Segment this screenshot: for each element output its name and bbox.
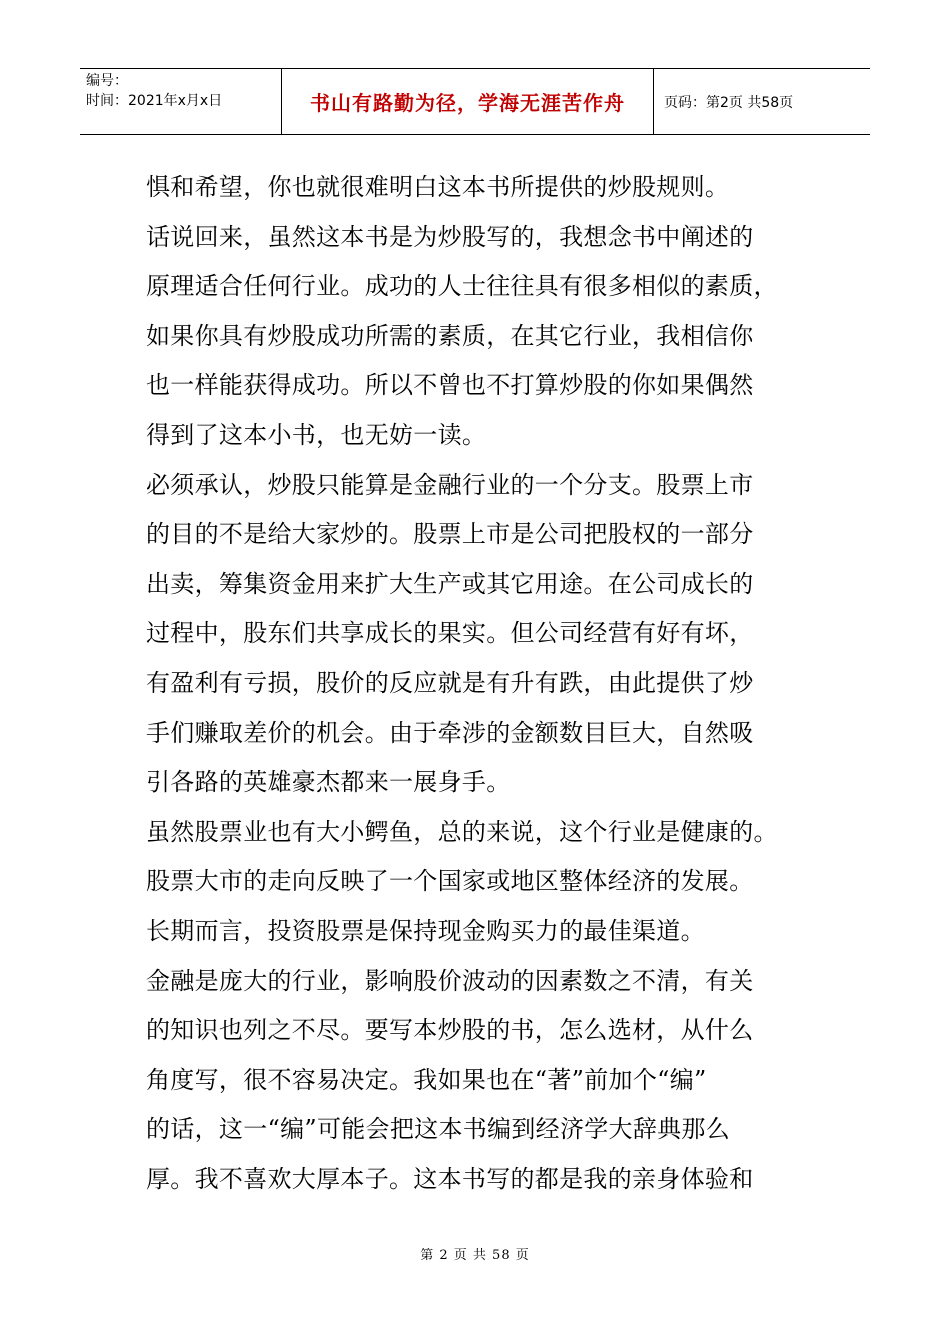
body-line: 过程中，股东们共享成长的果实。但公司经营有好有坏， [146,619,754,648]
header-meta-cell [80,69,282,134]
body-line: 惧和希望，你也就很难明白这本书所提供的炒股规则。 [146,173,730,201]
body-line: 也一样能获得成功。所以不曾也不打算炒股的你如果偶然 [146,371,754,400]
page-header [80,68,870,135]
body-line: 必须承认，炒股只能算是金融行业的一个分支。股票上市 [146,470,754,499]
body-line: 的话，这一“编”可能会把这本书编到经济学大辞典那么 [146,1115,731,1144]
body-line: 有盈利有亏损，股价的反应就是有升有跌，由此提供了炒 [146,668,754,697]
header-page-info: 页码：第2页 共58页 [664,94,794,111]
body-line: 虽然股票业也有大小鳄鱼，总的来说，这个行业是健康的。 [146,817,778,846]
body-line: 厚。我不喜欢大厚本子。这本书写的都是我的亲身体验和 [146,1164,754,1193]
body-line: 金融是庞大的行业，影响股价波动的因素数之不清，有关 [146,966,754,995]
document-body [146,163,806,1204]
page-footer: 第 2 页 共 58 页 [420,1248,530,1263]
header-motto: 书山有路勤为径，学海无涯苦作舟 [282,69,654,134]
body-line: 长期而言，投资股票是保持现金购买力的最佳渠道。 [146,916,705,945]
body-line: 角度写，很不容易决定。我如果也在“著”前加个“编” [146,1065,707,1094]
body-line: 手们赚取差价的机会。由于牵涉的金额数目巨大，自然吸 [146,718,754,747]
document-number-label: 编号： [86,73,128,89]
body-line: 如果你具有炒股成功所需的素质，在其它行业，我相信你 [146,321,754,350]
body-line: 得到了这本小书，也无妨一读。 [146,420,487,449]
body-line: 的目的不是给大家炒的。股票上市是公司把股权的一部分 [146,520,754,549]
body-line: 话说回来，虽然这本书是为炒股写的，我想念书中阐述的 [146,222,754,251]
body-line: 股票大市的走向反映了一个国家或地区整体经济的发展。 [146,867,754,896]
body-line: 出卖，筹集资金用来扩大生产或其它用途。在公司成长的 [146,569,754,598]
body-line: 的知识也列之不尽。要写本炒股的书，怎么选材，从什么 [146,1016,754,1045]
document-time-label: 时间：2021年x月x日 [86,93,223,109]
body-line: 引各路的英雄豪杰都来一展身手。 [146,768,511,797]
body-line: 原理适合任何行业。成功的人士往往具有很多相似的素质， [146,272,778,301]
